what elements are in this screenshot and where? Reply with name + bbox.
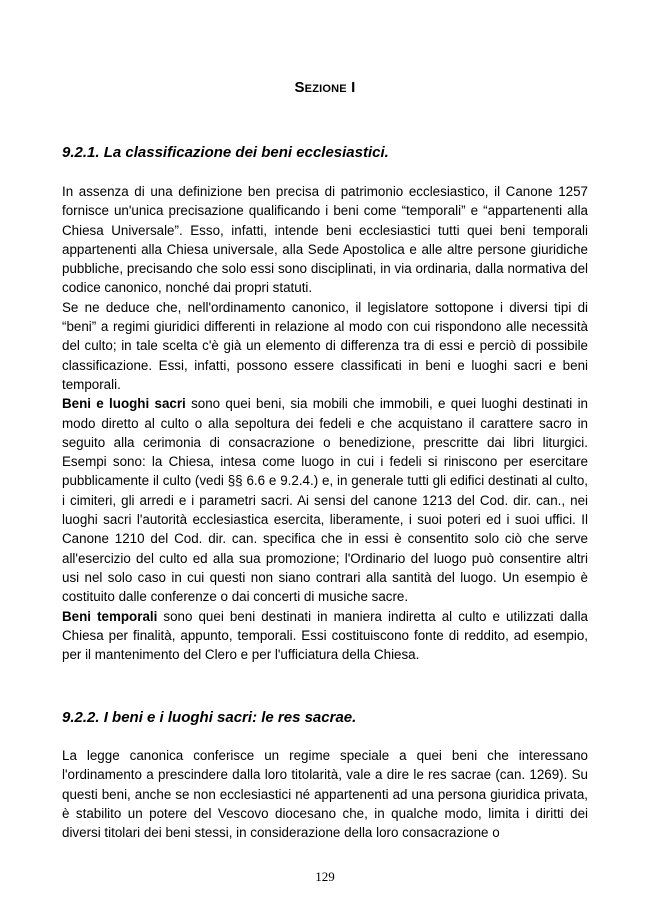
paragraph-text: sono quei beni, sia mobili che immobili, e quei luoghi destinati in modo diretto al culto o alla sepoltura dei fedeli e che acquistano il carattere sacro in seguito alla cerimonia di consacrazione o benedizione, prescritte dai libri liturgici. Esempi sono: la Chiesa, intesa come luogo in cui i fedeli si riniscono per esercitare pubblicamente il culto (vedi §§ 6.6 e 9.2.4.) e, in generale tutti gli edifici destinati al culto, i cimiteri, gli arredi e i parametri sacri. Ai sensi del canone 1213 del Cod. dir. can., nei luoghi sacri l'autorità ecclesiastica esercita, liberamente, i suoi poteri ed i suoi uffici. Il Canone 1210 del Cod. dir. can. specifica che in essi è consentito solo ciò che serve all'esercizio del culto ed alla sua promozione; l'Ordinario del luogo può consentire altri usi nel solo caso in cui questi non siano contrari alla santità del luogo. Un esempio è costituito dalle conferenze o dai concerti di musiche sacre. — [62, 396, 588, 605]
paragraph-text: sono quei beni destinati in maniera indiretta al culto e utilizzati dalla Chiesa per finalità, appunto, temporali. Essi costituiscono fonte di reddito, ad esempio, per il mantenimento del Clero e per l'ufficiatura della Chiesa. — [62, 608, 588, 663]
paragraph — [62, 394, 588, 606]
section-title: Sezione I — [294, 79, 356, 96]
paragraph — [62, 298, 588, 394]
paragraph — [62, 182, 588, 298]
section-body-9-2-2 — [62, 746, 588, 842]
section-heading-9-2-2: 9.2.2. I beni e i luoghi sacri: le res sacrae. — [62, 709, 357, 726]
paragraph — [62, 607, 588, 665]
paragraph-text: Se ne deduce che, nell'ordinamento canonico, il legislatore sottopone i diversi tipi di “beni” a regimi giuridici differenti in relazione al modo con cui rispondono alle necessità del culto; in tale scelta c'è già un elemento di differenza tra di essi e perciò di possibile classificazione. Essi, infatti, possono essere classificati in beni e luoghi sacri e beni temporali. — [62, 299, 588, 392]
section-heading-9-2-1: 9.2.1. La classificazione dei beni ecclesiastici. — [62, 144, 389, 161]
paragraph-text: La legge canonica conferisce un regime speciale a quei beni che interessano l'ordinamento a prescindere dalla loro titolarità, vale a dire le res sacrae (can. 1269). Su questi beni, anche se non ecclesiastici né appartenenti ad una persona giuridica privata, è stabilito un potere del Vescovo diocesano che, in qualche modo, limita i diritti dei diversi titolari dei beni stessi, in considerazione della loro consacrazione o — [62, 748, 588, 841]
paragraph-text: In assenza di una definizione ben precisa di patrimonio ecclesiastico, il Canone 1257 fornisce un'unica precisazione qualificando i beni come “temporali” e “appartenenti alla Chiesa Universale”. Esso, infatti, intende beni ecclesiastici tutti quei beni temporali appartenenti alla Chiesa universale, alla Sede Apostolica e alle altre persone giuridiche pubbliche, precisando che solo essi sono disciplinati, in via ordinaria, dalla normativa del codice canonico, nonché dai propri statuti. — [62, 184, 588, 296]
paragraph-bold-lead: Beni e luoghi sacri — [62, 396, 186, 412]
paragraph-bold-lead: Beni temporali — [62, 608, 158, 624]
paragraph — [62, 746, 588, 842]
page-number: 129 — [315, 869, 335, 884]
section-body-9-2-1 — [62, 182, 588, 664]
